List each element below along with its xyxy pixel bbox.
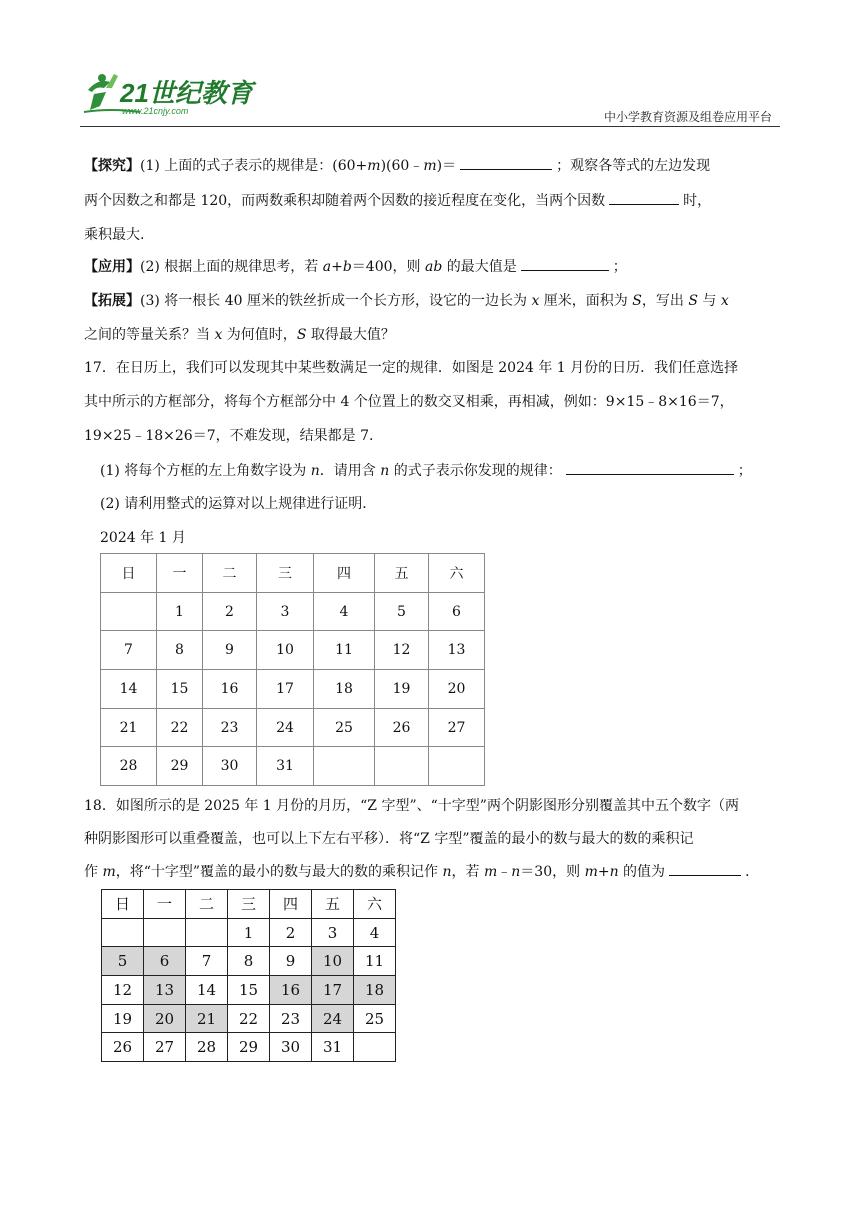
calendar-header-row [101, 554, 485, 593]
q16-ext-line2: 之间的等量关系？当 x 为何值时，S 取得最大值？ [84, 327, 395, 343]
calendar-day-shaded: 13 [144, 976, 186, 1005]
calendar-day-shaded: 20 [144, 1004, 186, 1033]
q17-line3: 19×25﹣18×26＝7，不难发现，结果都是 7. [84, 428, 374, 444]
calendar-day: 23 [270, 1004, 312, 1033]
calendar-weekday: 日 [101, 554, 157, 593]
calendar-day: 18 [314, 670, 375, 709]
q18-line2: 种阴影图形可以重叠覆盖，也可以上下左右平移）．将“Z 字型”覆盖的最小的数与最大的数的乘积记 [84, 831, 694, 847]
calendar-week-row [102, 1033, 396, 1062]
calendar-day [186, 918, 228, 947]
calendar-day [144, 918, 186, 947]
calendar-day: 2 [270, 918, 312, 947]
calendar-day [314, 747, 375, 786]
calendar-day-shaded: 21 [186, 1004, 228, 1033]
calendar-day: 7 [101, 631, 157, 670]
calendar-day: 4 [354, 918, 396, 947]
answer-blank-4[interactable] [566, 460, 734, 475]
calendar-day: 21 [101, 708, 157, 747]
calendar-day: 2 [203, 592, 257, 631]
q17-sub2: (2) 请利用整式的运算对以上规律进行证明． [100, 496, 377, 512]
calendar-day [354, 1033, 396, 1062]
calendar-day: 12 [375, 631, 429, 670]
q17-sub1: (1) 将每个方框的左上角数字设为 n．请用含 n 的式子表示你发现的规律： ； [100, 460, 800, 481]
answer-blank-3[interactable] [521, 256, 609, 271]
answer-blank-1[interactable] [460, 155, 552, 170]
calendar-day: 19 [375, 670, 429, 709]
calendar-day: 29 [228, 1033, 270, 1062]
calendar-weekday: 四 [314, 554, 375, 593]
calendar-day [102, 918, 144, 947]
calendar-day: 7 [186, 947, 228, 976]
calendar-day: 10 [257, 631, 314, 670]
calendar-day: 1 [228, 918, 270, 947]
calendar-day-shaded: 24 [312, 1004, 354, 1033]
calendar-2024-jan [100, 553, 485, 786]
calendar-week-row [101, 747, 485, 786]
page-header [80, 64, 780, 128]
calendar-day [375, 747, 429, 786]
calendar-day: 11 [314, 631, 375, 670]
q18-line1: 18．如图所示的是 2025 年 1 月份的月历，“Z 字型”、“十字型”两个阴影图形分别覆盖其中五个数字（两 [84, 798, 739, 814]
calendar-day: 5 [375, 592, 429, 631]
header-divider [80, 126, 780, 127]
calendar-day: 25 [354, 1004, 396, 1033]
q16-line3: 乘积最大. [84, 227, 145, 243]
calendar-day: 30 [203, 747, 257, 786]
calendar-week-row [102, 1004, 396, 1033]
calendar-day: 15 [157, 670, 203, 709]
calendar-day: 8 [228, 947, 270, 976]
calendar-day: 27 [429, 708, 485, 747]
calendar-day: 9 [270, 947, 312, 976]
calendar-day: 28 [186, 1033, 228, 1062]
q17-line1: 17．在日历上，我们可以发现其中某些数满足一定的规律．如图是 2024 年 1 月份的日历．我们任意选择 [84, 360, 739, 376]
calendar-day: 25 [314, 708, 375, 747]
calendar-day: 29 [157, 747, 203, 786]
calendar-day: 22 [157, 708, 203, 747]
calendar-day: 9 [203, 631, 257, 670]
logo [80, 68, 260, 118]
calendar-2025-jan [101, 889, 396, 1062]
calendar-week-row [102, 918, 396, 947]
calendar-day: 30 [270, 1033, 312, 1062]
calendar-day: 31 [312, 1033, 354, 1062]
calendar-day [429, 747, 485, 786]
calendar-day: 24 [257, 708, 314, 747]
calendar-day-shaded: 17 [312, 976, 354, 1005]
calendar-week-row [101, 631, 485, 670]
calendar-weekday: 六 [429, 554, 485, 593]
calendar-weekday: 一 [157, 554, 203, 593]
calendar-day: 1 [157, 592, 203, 631]
calendar-day-shaded: 16 [270, 976, 312, 1005]
calendar-day: 31 [257, 747, 314, 786]
calendar-day: 8 [157, 631, 203, 670]
calendar-day: 14 [186, 976, 228, 1005]
calendar-weekday: 五 [375, 554, 429, 593]
platform-name: 中小学教育资源及组卷应用平台 [603, 110, 772, 124]
calendar-day-shaded: 6 [144, 947, 186, 976]
calendar-day: 12 [102, 976, 144, 1005]
calendar-day [101, 592, 157, 631]
calendar-day: 4 [314, 592, 375, 631]
calendar-week-row [101, 670, 485, 709]
answer-blank-2[interactable] [609, 190, 679, 205]
calendar-day: 26 [375, 708, 429, 747]
calendar-day-shaded: 10 [312, 947, 354, 976]
calendar-title: 2024 年 1 月 [100, 530, 186, 546]
calendar-day: 23 [203, 708, 257, 747]
calendar-weekday: 四 [270, 890, 312, 919]
calendar-weekday: 五 [312, 890, 354, 919]
calendar-weekday: 三 [228, 890, 270, 919]
calendar-week-row [101, 708, 485, 747]
q16-apply-line: 【应用】(2) 根据上面的规律思考，若 a+b＝400，则 ab 的最大值是 ； [84, 256, 784, 277]
calendar-day: 3 [312, 918, 354, 947]
calendar-day: 22 [228, 1004, 270, 1033]
answer-blank-5[interactable] [669, 861, 741, 876]
calendar-weekday: 二 [186, 890, 228, 919]
calendar-day: 20 [429, 670, 485, 709]
calendar-day: 6 [429, 592, 485, 631]
calendar-week-row [101, 592, 485, 631]
calendar-weekday: 二 [203, 554, 257, 593]
q16-explore-line: 【探究】(1) 上面的式子表示的规律是：(60+m)(60﹣m)＝ ；观察各等式的左边发现 [84, 155, 784, 176]
calendar-week-row [102, 947, 396, 976]
calendar-header-row [102, 890, 396, 919]
calendar-day: 26 [102, 1033, 144, 1062]
calendar-weekday: 三 [257, 554, 314, 593]
q16-line2: 两个因数之和都是 120，而两数乘积却随着两个因数的接近程度在变化，当两个因数 时， [84, 190, 784, 211]
q16-ext-line: 【拓展】(3) 将一根长 40 厘米的铁丝折成一个长方形，设它的一边长为 x 厘米，面积为 S，写出 S 与 x [84, 293, 729, 309]
calendar-weekday: 一 [144, 890, 186, 919]
logo-text: 21世纪教育 [120, 78, 253, 108]
calendar-day: 17 [257, 670, 314, 709]
calendar-day: 14 [101, 670, 157, 709]
calendar-day-shaded: 5 [102, 947, 144, 976]
calendar-day-shaded: 18 [354, 976, 396, 1005]
calendar-day: 11 [354, 947, 396, 976]
logo-url: www.21cnjy.com [122, 106, 189, 116]
calendar-weekday: 六 [354, 890, 396, 919]
calendar-day: 16 [203, 670, 257, 709]
calendar-weekday: 日 [102, 890, 144, 919]
calendar-week-row [102, 976, 396, 1005]
calendar-day: 27 [144, 1033, 186, 1062]
calendar-day: 15 [228, 976, 270, 1005]
calendar-day: 13 [429, 631, 485, 670]
q17-line2: 其中所示的方框部分，将每个方框部分中 4 个位置上的数交叉相乘，再相减，例如：9×15﹣8×16＝7， [84, 394, 734, 410]
calendar-day: 3 [257, 592, 314, 631]
calendar-day: 19 [102, 1004, 144, 1033]
calendar-day: 28 [101, 747, 157, 786]
q18-line3: 作 m，将“十字型”覆盖的最小的数与最大的数的乘积记作 n，若 m﹣n＝30，则 m+n 的值为 ． [84, 861, 784, 882]
